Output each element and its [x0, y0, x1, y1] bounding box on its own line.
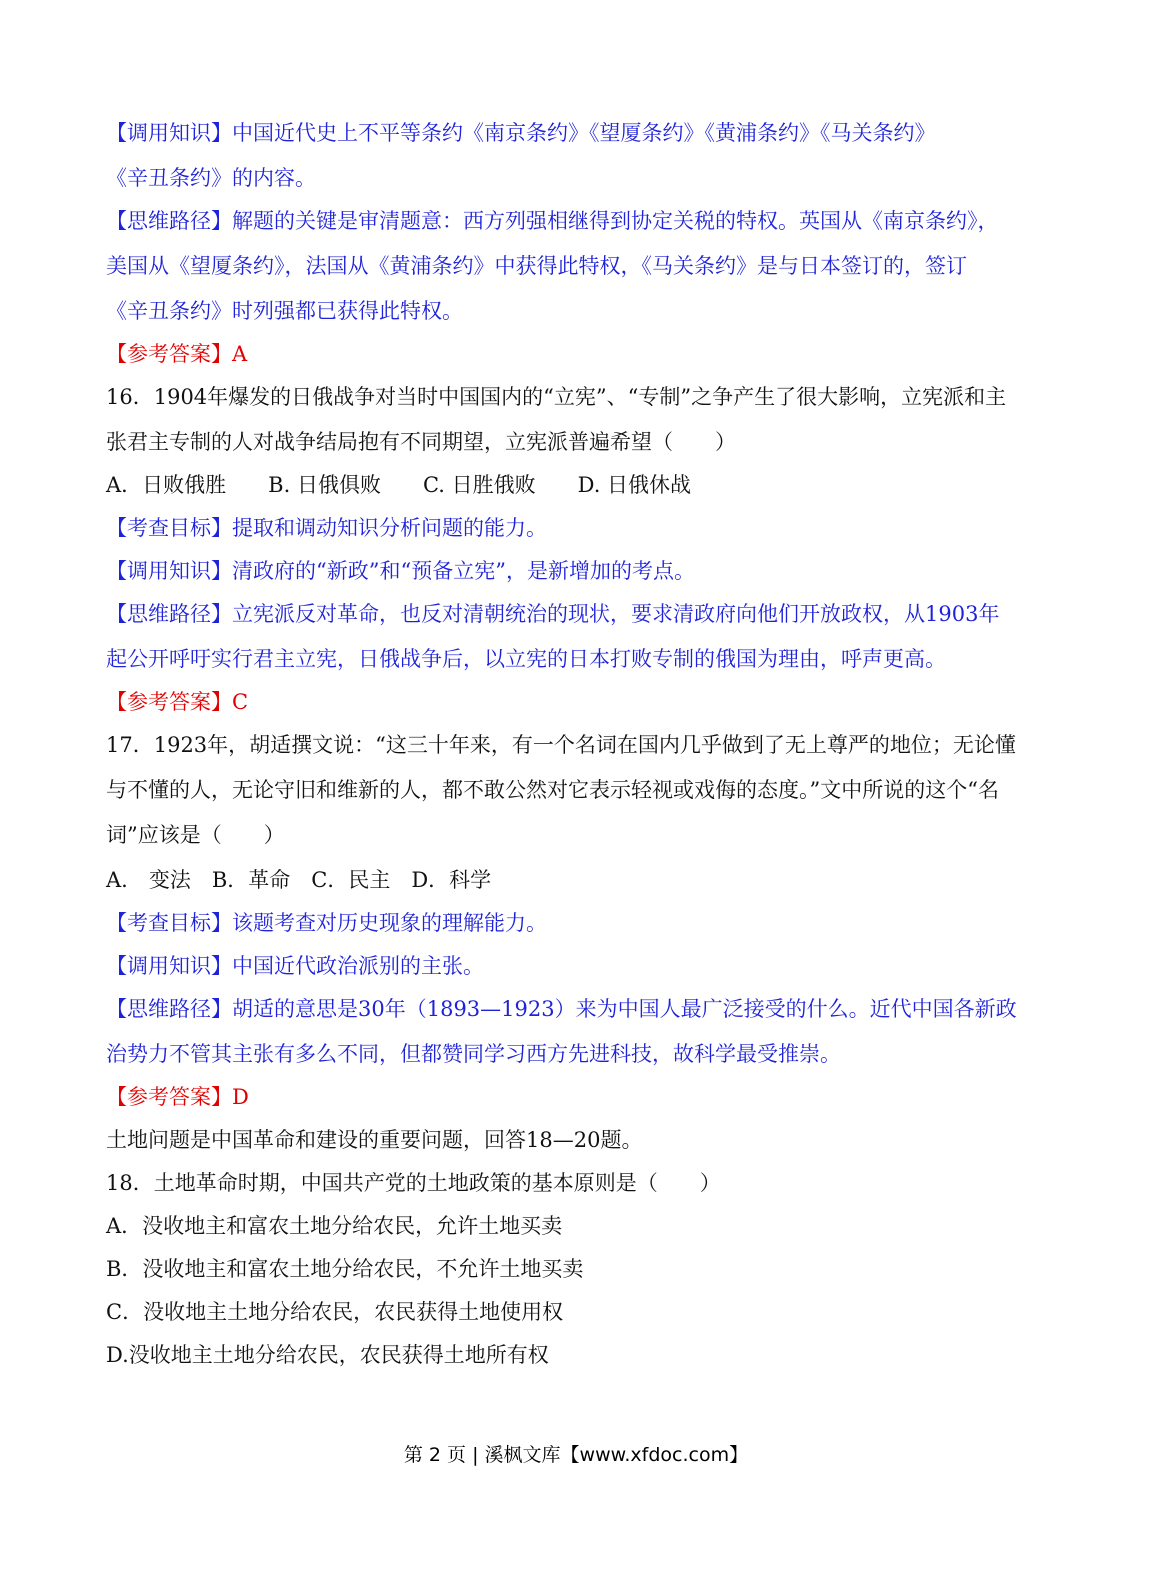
reasoning-line: 治势力不管其主张有多么不同，但都赞同学习西方先进科技，故科学最受推崇。: [106, 1042, 841, 1066]
answer-line: 【参考答案】D: [106, 1085, 249, 1109]
section-intro: 土地问题是中国革命和建设的重要问题，回答18—20题。: [106, 1128, 643, 1152]
option-b: B．没收地主和富农土地分给农民，不允许土地买卖: [106, 1257, 584, 1281]
answer-line: 【参考答案】A: [106, 342, 248, 366]
knowledge-line: 【调用知识】中国近代史上不平等条约《南京条约》《望厦条约》《黄浦条约》《马关条约》: [106, 121, 936, 145]
knowledge-line: 《辛丑条约》的内容。: [106, 166, 316, 190]
option-a: A．没收地主和富农土地分给农民，允许土地买卖: [106, 1214, 563, 1238]
reasoning-line: 【思维路径】立宪派反对革命，也反对清朝统治的现状，要求清政府向他们开放政权，从1903年: [106, 602, 1000, 626]
question-line: 与不懂的人，无论守旧和维新的人，都不敢公然对它表示轻视或戏侮的态度。”文中所说的这个“名: [106, 778, 999, 802]
page-footer: 第 2 页 | 溪枫文库【www.xfdoc.com】: [403, 1444, 749, 1466]
reasoning-line: 【思维路径】胡适的意思是30年（1893—1923）来为中国人最广泛接受的什么。近代中国各新政: [106, 997, 1017, 1021]
objective-line: 【考查目标】该题考查对历史现象的理解能力。: [106, 911, 547, 935]
objective-line: 【考查目标】提取和调动知识分析问题的能力。: [106, 516, 547, 540]
reasoning-line: 美国从《望厦条约》，法国从《黄浦条约》中获得此特权，《马关条约》是与日本签订的，签订: [106, 254, 967, 278]
reasoning-line: 【思维路径】解题的关键是审清题意：西方列强相继得到协定关税的特权。英国从《南京条约》，: [106, 209, 999, 233]
knowledge-line: 【调用知识】清政府的“新政”和“预备立宪”，是新增加的考点。: [106, 559, 695, 583]
knowledge-line: 【调用知识】中国近代政治派别的主张。: [106, 954, 484, 978]
page-content: [106, 112, 1046, 1368]
question-options: A. 变法 B．革命 C．民主 D．科学: [106, 868, 492, 892]
option-c: C．没收地主土地分给农民，农民获得土地使用权: [106, 1300, 564, 1324]
question-line: 18．土地革命时期，中国共产党的土地政策的基本原则是（ ）: [106, 1171, 721, 1195]
option-d: D.没收地主土地分给农民，农民获得土地所有权: [106, 1343, 549, 1367]
question-line: 17．1923年，胡适撰文说：“这三十年来，有一个名词在国内几乎做到了无上尊严的地位；无论懂: [106, 733, 1016, 757]
reasoning-line: 《辛丑条约》时列强都已获得此特权。: [106, 299, 463, 323]
question-options: A．日败俄胜 B. 日俄俱败 C. 日胜俄败 D. 日俄休战: [106, 473, 692, 497]
question-line: 16．1904年爆发的日俄战争对当时中国国内的“立宪”、“专制”之争产生了很大影响，立宪派和主: [106, 385, 1007, 409]
question-line: 张君主专制的人对战争结局抱有不同期望，立宪派普遍希望（ ）: [106, 430, 736, 454]
question-line: 词”应该是（ ）: [106, 823, 285, 847]
answer-line: 【参考答案】C: [106, 690, 249, 714]
reasoning-line: 起公开呼吁实行君主立宪，日俄战争后，以立宪的日本打败专制的俄国为理由，呼声更高。: [106, 647, 946, 671]
